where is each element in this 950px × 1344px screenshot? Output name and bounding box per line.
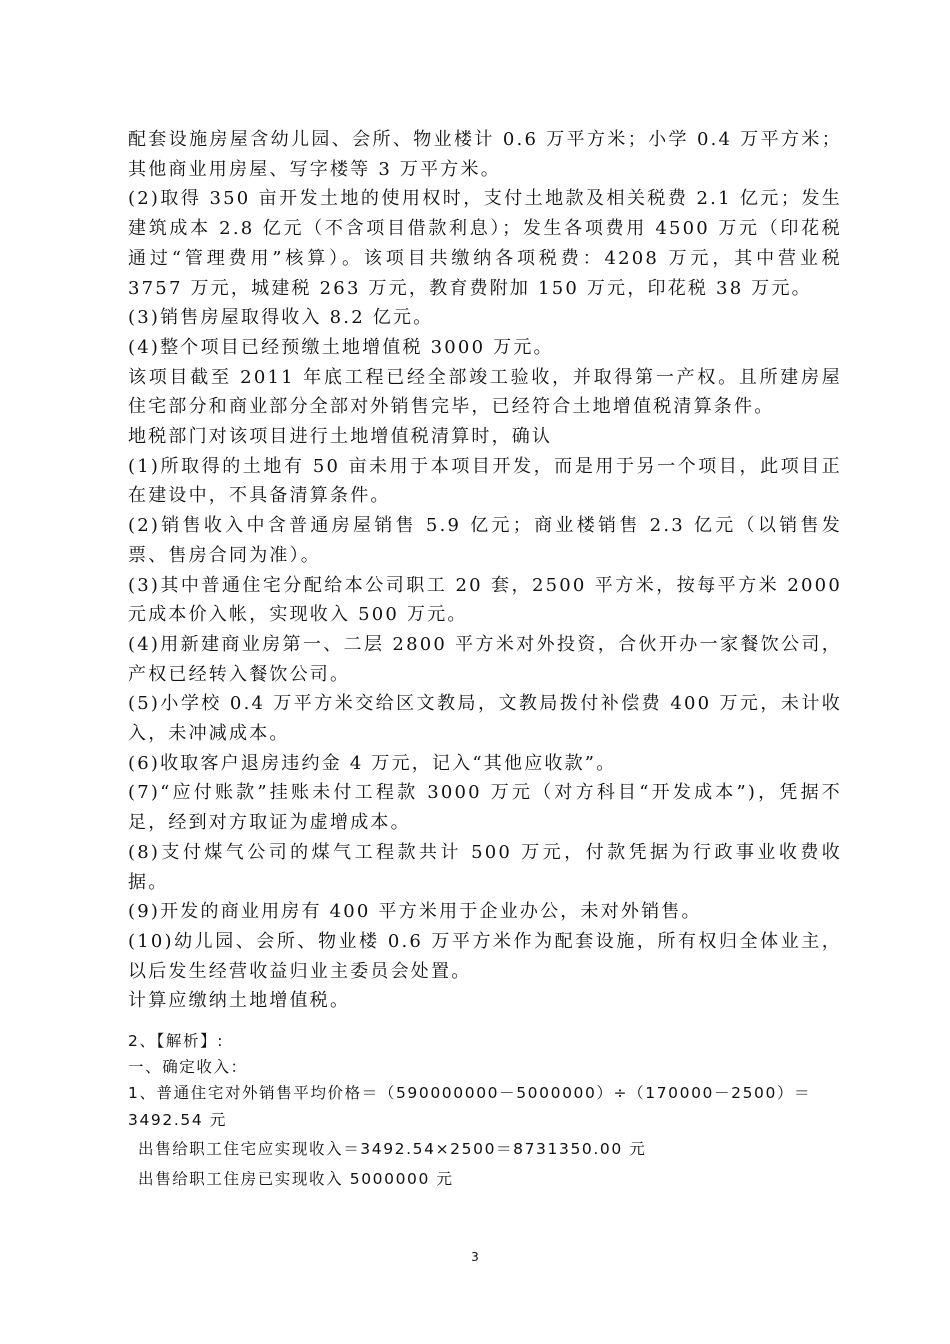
paragraph-confirm-8: (8)支付煤气公司的煤气工程款共计 500 万元，付款凭据为行政事业收费收据。 <box>128 841 842 893</box>
paragraph-confirm-5: (5)小学校 0.4 万平方米交给区文教局，文教局拨付补偿费 400 万元，未计收入，未冲减成本。 <box>128 693 842 745</box>
paragraph-confirm-3: (3)其中普通住宅分配给本公司职工 20 套，2500 平方米，按每平方米 2000 元成本价入帐，实现收入 500 万元。 <box>128 574 842 626</box>
document-body <box>128 125 842 1194</box>
analysis-calc-average-price: 1、普通住宅对外销售平均价格＝（590000000－5000000）÷（170000－2500）＝3492.54 元 <box>128 1084 812 1130</box>
paragraph-completion: 该项目截至 2011 年底工程已经全部竣工验收，并取得第一产权。且所建房屋住宅部分和商业部分全部对外销售完毕，已经符合土地增值税清算条件。 <box>128 366 842 418</box>
paragraph-item-3-sales: (3)销售房屋取得收入 8.2 亿元。 <box>128 307 434 329</box>
page-number: 3 <box>471 1250 479 1264</box>
paragraph-tax-bureau: 地税部门对该项目进行土地增值税清算时，确认 <box>128 426 553 448</box>
paragraph-confirm-2: (2)销售收入中含普通房屋销售 5.9 亿元；商业楼销售 2.3 亿元（以销售发票、售房合同为准）。 <box>128 515 842 566</box>
analysis-calc-staff-realized: 出售给职工住房已实现收入 5000000 元 <box>138 1170 454 1189</box>
paragraph-confirm-7: (7)“应付账款”挂账未付工程款 3000 万元（对方科目“开发成本”)，凭据不足，经到对方取证为虚增成本。 <box>128 782 842 834</box>
paragraph-confirm-4: (4)用新建商业房第一、二层 2800 平方米对外投资，合伙开办一家餐饮公司，产权已经转入餐饮公司。 <box>128 633 842 685</box>
paragraph-confirm-1: (1)所取得的土地有 50 亩未用于本项目开发，而是用于另一个项目，此项目正在建设中，不具备清算条件。 <box>128 455 842 507</box>
paragraph-facilities: 配套设施房屋含幼儿园、会所、物业楼计 0.6 万平方米；小学 0.4 万平方米；其他商业用房屋、写字楼等 3 万平方米。 <box>128 129 842 180</box>
paragraph-confirm-10: (10)幼儿园、会所、物业楼 0.6 万平方米作为配套设施，所有权归全体业主，以后发生经营收益归业主委员会处置。 <box>128 930 842 982</box>
paragraph-item-2-land: (2)取得 350 亩开发土地的使用权时，支付土地款及相关税费 2.1 亿元；发生建筑成本 2.8 亿元（不含项目借款利息）；发生各项费用 4500 万元（印花税通过“管理费用”核算）。该项目共缴纳各项税费：4208 万元，其中营业税 3757 万元，城建税 263 万元，教育费附加 150 万元，印花税 38 万元。 <box>128 188 842 299</box>
analysis-calc-staff-income: 出售给职工住宅应实现收入＝3492.54×2500＝8731350.00 元 <box>138 1140 647 1159</box>
paragraph-question: 计算应缴纳土地增值税。 <box>128 990 351 1012</box>
paragraph-item-4-prepaid: (4)整个项目已经预缴土地增值税 3000 万元。 <box>128 336 554 358</box>
paragraph-confirm-6: (6)收取客户退房违约金 4 万元，记入“其他应收款”。 <box>128 752 617 774</box>
paragraph-confirm-9: (9)开发的商业用房有 400 平方米用于企业办公，未对外销售。 <box>128 901 702 923</box>
analysis-heading: 2、【解析】: <box>128 1032 225 1051</box>
analysis-section-income: 一、确定收入： <box>128 1058 248 1077</box>
